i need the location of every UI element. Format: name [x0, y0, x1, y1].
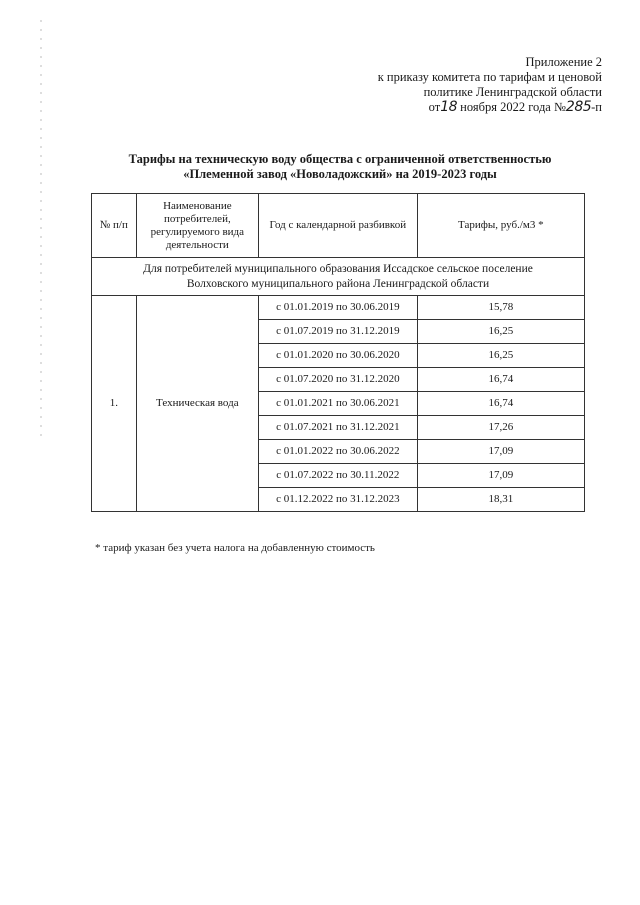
period-cell: с 01.01.2020 по 30.06.2020 — [259, 344, 418, 368]
period-cell: с 01.01.2022 по 30.06.2022 — [259, 440, 418, 464]
period-cell: с 01.07.2022 по 30.11.2022 — [259, 464, 418, 488]
date-prefix: от — [428, 100, 441, 114]
handwritten-day: 18 — [440, 99, 458, 115]
tariff-value-cell: 16,25 — [417, 320, 584, 344]
period-cell: с 01.12.2022 по 31.12.2023 — [259, 488, 418, 512]
document-title — [60, 152, 620, 182]
handwritten-number: 285 — [565, 99, 592, 115]
table-header-row — [92, 194, 585, 258]
section-line-2: Волховского муниципального района Ленинградской области — [186, 277, 490, 290]
period-cell: с 01.07.2021 по 31.12.2021 — [259, 416, 418, 440]
section-line-1: Для потребителей муниципального образования Иссадское сельское поселение — [143, 262, 533, 275]
appendix-line-2: к приказу комитета по тарифам и ценовой — [377, 70, 602, 84]
period-cell: с 01.01.2021 по 30.06.2021 — [259, 392, 418, 416]
period-cell: с 01.07.2019 по 31.12.2019 — [259, 320, 418, 344]
tariff-value-cell: 16,74 — [417, 392, 584, 416]
header-year: Год с календарной разбивкой — [259, 194, 418, 258]
header-num: № п/п — [92, 194, 137, 258]
tariff-value-cell: 16,25 — [417, 344, 584, 368]
tariff-value-cell: 17,09 — [417, 440, 584, 464]
tariff-value-cell: 17,09 — [417, 464, 584, 488]
scan-margin-marks — [40, 20, 42, 440]
number-suffix: -п — [591, 100, 602, 114]
title-line-2: «Племенной завод «Новоладожский» на 2019-2023 годы — [183, 167, 497, 181]
row-number: 1. — [92, 296, 137, 512]
appendix-line-3: политике Ленинградской области — [423, 85, 602, 99]
date-middle: ноября 2022 года № — [460, 100, 566, 114]
tariff-value-cell: 17,26 — [417, 416, 584, 440]
table-row — [92, 296, 585, 320]
tariff-value-cell: 15,78 — [417, 296, 584, 320]
appendix-header — [362, 55, 602, 115]
tariff-value-cell: 18,31 — [417, 488, 584, 512]
tariff-value-cell: 16,74 — [417, 368, 584, 392]
section-row — [92, 258, 585, 296]
section-cell — [92, 258, 585, 296]
appendix-line-1: Приложение 2 — [525, 55, 602, 69]
header-name: Наименование потребителей, регулируемого вида деятельности — [136, 194, 258, 258]
row-service-name: Техническая вода — [136, 296, 258, 512]
header-tariff: Тарифы, руб./м3 * — [417, 194, 584, 258]
title-line-1: Тарифы на техническую воду общества с ограниченной ответственностью — [128, 152, 552, 166]
footnote: * тариф указан без учета налога на добавленную стоимость — [95, 542, 375, 554]
period-cell: с 01.01.2019 по 30.06.2019 — [259, 296, 418, 320]
tariff-table — [91, 193, 585, 512]
appendix-date-line — [362, 100, 602, 115]
period-cell: с 01.07.2020 по 31.12.2020 — [259, 368, 418, 392]
